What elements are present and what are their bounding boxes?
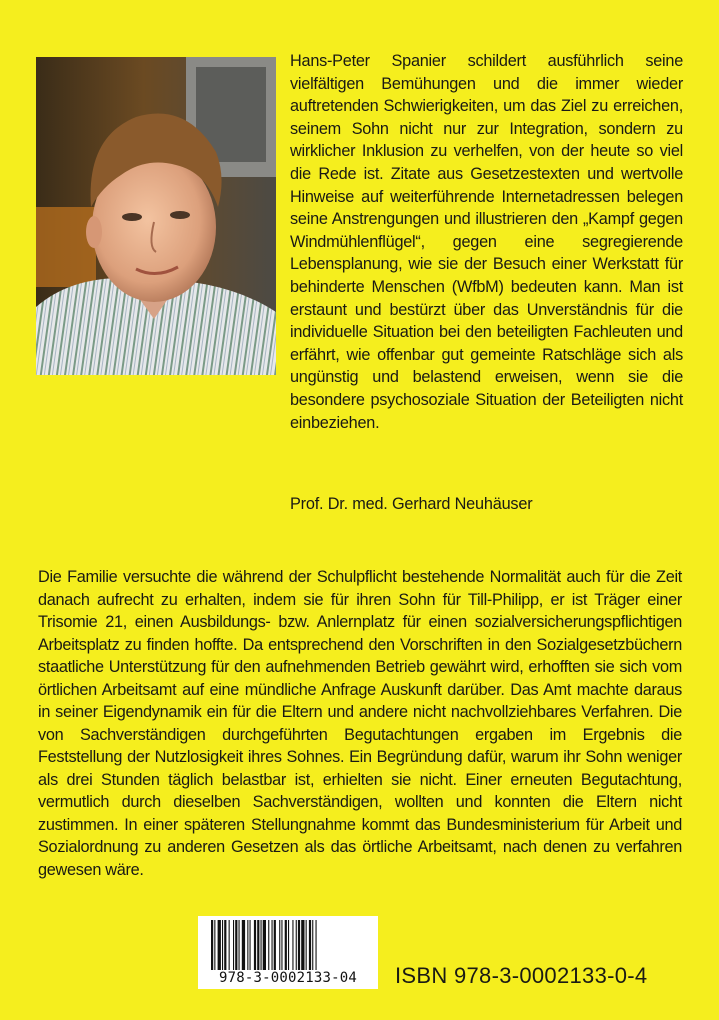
author-photo [36,57,276,375]
barcode-bar [242,920,245,970]
barcode-bar [261,920,262,970]
barcode-bar [218,920,221,970]
barcode-bar [288,920,289,970]
blurb-author: Prof. Dr. med. Gerhard Neuhäuser [290,495,533,513]
isbn-label: ISBN 978-3-0002133-0-4 [395,963,648,988]
barcode-bar [312,920,313,970]
barcode-bar [316,920,317,970]
barcode-bar [247,920,248,970]
barcode-bar [211,920,213,970]
barcode-bar [263,920,266,970]
barcode-bar [239,920,240,970]
barcode-bar [292,920,293,970]
barcode-bar [229,920,230,970]
barcode-bar [298,920,300,970]
blurb-text: Hans-Peter Spanier schildert ausführlich seine vielfältigen Bemühungen und die immer wieder auftretenden Schwierigkeiten, um das Ziel zu erreichen, seinem Sohn nicht nur zur Integration, sondern zu wirklicher Inklusion zu verhelfen, von der heute so viel die Rede ist. Zitate aus Gesetzestexten und wertvolle Hinweise auf weiterführende Internetadressen belegen seine Anstrengungen und illustrieren den „Kampf gegen Windmühlenflügel“, gegen eine segregierende Lebensplanung, wie sie der Besuch einer Werkstatt für behinderte Menschen (WfbM) bedeuten kann. Man ist erstaunt und bestürzt über das Unverständnis für die individuelle Situation bei den beteiligten Fachleuten und erfährt, wie offenbar gut gemeinte Ratschläge sich als ungünstig und belastend erweisen, wenn sie die besondere psychosoziale Situation der Beteiligten nicht einbeziehen. [290,52,683,432]
barcode-bar [214,920,215,970]
barcode-bar [233,920,234,970]
barcode-bar [224,920,226,970]
barcode-bar [254,920,256,970]
barcode-bar [272,920,273,970]
barcode [198,916,378,989]
barcode-bar [268,920,269,970]
barcode-bar [301,920,304,970]
blurb-section [290,50,683,434]
barcode-bar [279,920,280,970]
barcode-bar [250,920,251,970]
barcode-bar [285,920,287,970]
barcode-digits: 978-3-0002133-04 [218,970,358,986]
barcode-bar [309,920,311,970]
barcode-bar [274,920,276,970]
story-section [38,566,682,881]
barcode-bar [235,920,237,970]
story-text: Die Familie versuchte die während der Schulpflicht bestehende Normalität auch für die Zeit danach aufrecht zu erhalten, indem sie für ihren Sohn für Till-Philipp, er ist Träger einer Trisomie 21, einen Ausbildungs- bzw. Anlernplatz für einen sozialversicherungspflichtigen Arbeitsplatz zu finden hoffte. Da entsprechend den Vorschriften in den Sozialgesetzbüchern staatliche Unterstützung für den aufnehmenden Betrieb gewährt wird, erhofften sie sich vom örtlichen Arbeitsamt auf eine mündliche Anfrage Auskunft darüber. Das Amt machte daraus in seiner Eigendynamik ein für die Eltern und andere nicht nachvollziehbares Verfahren. Die von Sachverständigen durchgeführten Begutachtungen ergaben im Ergebnis die Feststellung der Nutzlosigkeit ihres Sohnes. Ein Begründung dafür, warum ihr Sohn weniger als drei Stunden täglich belastbar ist, erhielten sie nicht. Einer erneuten Begutachtung, vermutlich durch dieselben Sachverständigen, wollten und konnten die Eltern nicht zustimmen. In einer späteren Stellungnahme kommt das Bundesministerium für Arbeit und Sozialordnung zu anderen Gesetzen als das örtliche Arbeitsamt, nach denen zu verfahren gewesen wäre. [38,568,682,879]
barcode-bar [281,920,282,970]
barcode-bar [257,920,259,970]
barcode-bar [296,920,297,970]
barcode-bar [306,920,307,970]
barcode-bar [222,920,223,970]
barcode-bars [211,920,365,970]
